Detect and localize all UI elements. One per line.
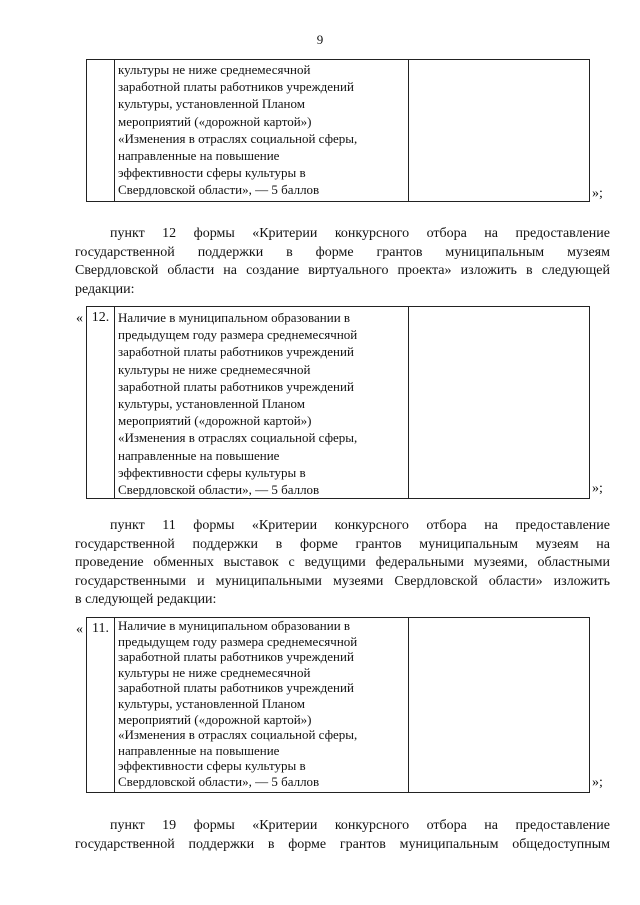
- paragraph-line: в следующей редакции:: [75, 592, 217, 607]
- page-number: 9: [316, 32, 324, 47]
- score-cell: [409, 60, 589, 201]
- paragraph-line: государственной поддержки в форме грантов муниципальным общедоступным: [75, 836, 610, 852]
- paragraph-line: проведение обменных выставок с ведущими федеральными музеями, областными: [75, 555, 610, 570]
- paragraph-line: пункт 12 формы «Критерии конкурсного отбора на предоставление: [110, 226, 610, 241]
- paragraph-line: государственными и муниципальными музеями Свердловской области» изложить: [75, 573, 610, 589]
- criteria-table-11: [86, 617, 590, 793]
- criteria-text: культуры не ниже среднемесячной заработной платы работников учреждений культуры, установленной Планом мероприятий («дорожной картой») «Изменения в отраслях социальной сферы, направленные на повышение эффективности сферы культуры в Свердловской области», — 5 баллов: [115, 60, 409, 201]
- criteria-table-continued: [86, 59, 590, 202]
- closing-quote: »;: [592, 186, 603, 201]
- opening-quote: «: [76, 311, 83, 326]
- item-number: 11.: [87, 618, 115, 792]
- score-cell: [409, 307, 589, 498]
- item-number: 12.: [87, 307, 115, 498]
- paragraph-item-12: [75, 225, 610, 299]
- paragraph-line: пункт 11 формы «Критерии конкурсного отбора на предоставление: [110, 518, 610, 533]
- closing-quote: »;: [592, 775, 603, 790]
- opening-quote: «: [76, 622, 83, 637]
- paragraph-item-19: [75, 817, 610, 854]
- number-cell: [87, 60, 115, 201]
- paragraph-line: государственной поддержки в форме грантов муниципальным музеям на: [75, 536, 610, 552]
- criteria-table-12: [86, 306, 590, 499]
- paragraph-line: государственной поддержки в форме грантов муниципальным музеям: [75, 244, 610, 260]
- paragraph-line: редакции:: [75, 281, 135, 297]
- paragraph-item-11: [75, 517, 610, 610]
- paragraph-line: Свердловской области на создание виртуального проекта» изложить в следующей: [75, 263, 610, 278]
- criteria-text: Наличие в муниципальном образовании в предыдущем году размера среднемесячной заработной платы работников учреждений культуры не ниже среднемесячной заработной платы работников учреждений культуры, установленной Планом мероприятий («дорожной картой») «Изменения в отраслях социальной сферы, направленные на повышение эффективности сферы культуры в Свердловской области», — 5 баллов: [115, 307, 409, 498]
- score-cell: [409, 618, 589, 792]
- paragraph-line: пункт 19 формы «Критерии конкурсного отбора на предоставление: [110, 818, 610, 833]
- criteria-text: Наличие в муниципальном образовании в предыдущем году размера среднемесячной заработной платы работников учреждений культуры не ниже среднемесячной заработной платы работников учреждений культуры, установленной Планом мероприятий («дорожной картой») «Изменения в отраслях социальной сферы, направленные на повышение эффективности сферы культуры в Свердловской области», — 5 баллов: [115, 618, 409, 792]
- closing-quote: »;: [592, 481, 603, 496]
